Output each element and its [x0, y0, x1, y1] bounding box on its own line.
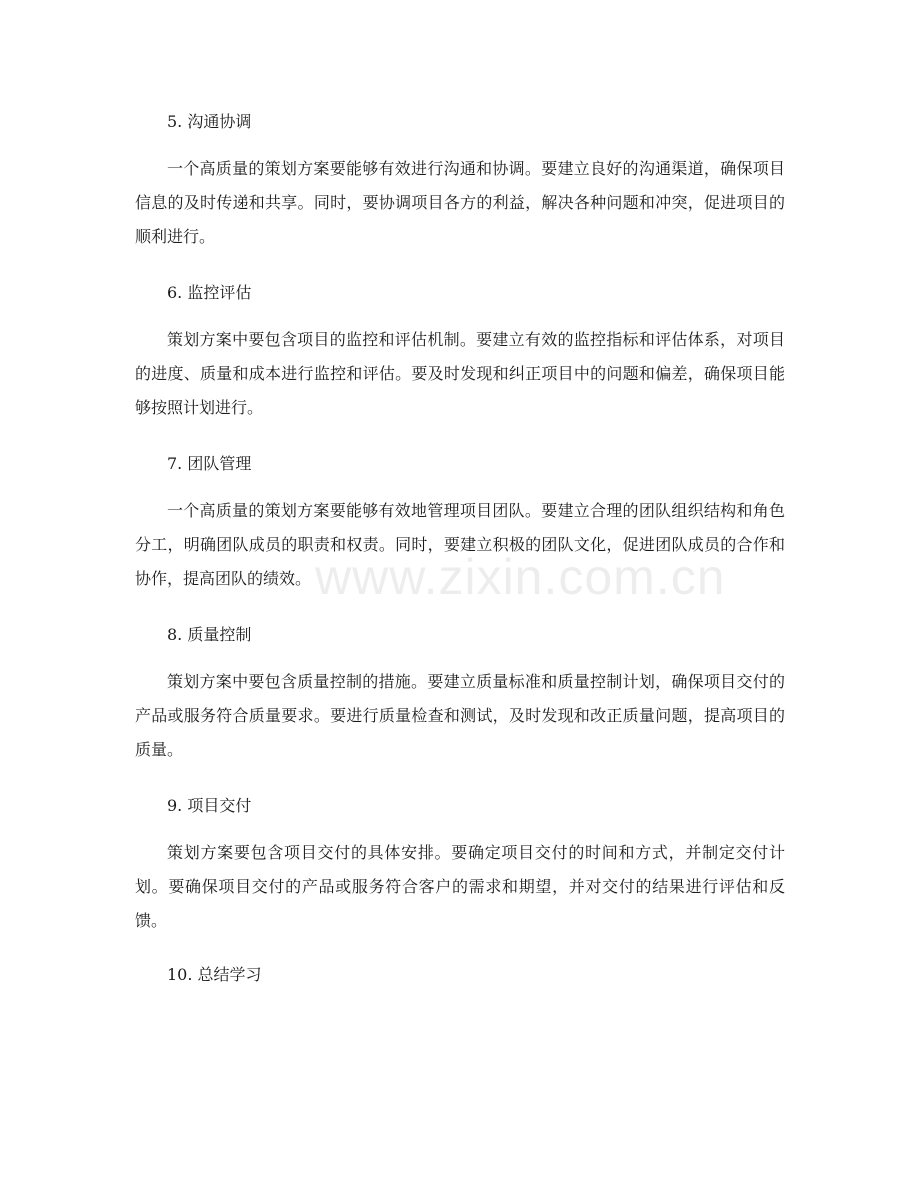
section-paragraph-8: 策划方案中要包含质量控制的措施。要建立质量标准和质量控制计划，确保项目交付的产品或服务符合质量要求。要进行质量检查和测试，及时发现和改正质量问题，提高项目的质量。	[135, 672, 785, 759]
section-heading-10: 10. 总结学习	[167, 965, 262, 984]
section-paragraph-5: 一个高质量的策划方案要能够有效进行沟通和协调。要建立良好的沟通渠道，确保项目信息的及时传递和共享。同时，要协调项目各方的利益，解决各种问题和冲突，促进项目的顺利进行。	[135, 159, 785, 246]
section-heading-5: 5. 沟通协调	[167, 112, 252, 131]
section-paragraph-9: 策划方案要包含项目交付的具体安排。要确定项目交付的时间和方式，并制定交付计划。要确保项目交付的产品或服务符合客户的需求和期望，并对交付的结果进行评估和反馈。	[135, 843, 785, 930]
section-paragraph-6: 策划方案中要包含项目的监控和评估机制。要建立有效的监控指标和评估体系，对项目的进度、质量和成本进行监控和评估。要及时发现和纠正项目中的问题和偏差，确保项目能够按照计划进行。	[135, 330, 785, 417]
section-heading-7: 7. 团队管理	[167, 454, 252, 473]
section-paragraph-7: 一个高质量的策划方案要能够有效地管理项目团队。要建立合理的团队组织结构和角色分工，明确团队成员的职责和权责。同时，要建立积极的团队文化，促进团队成员的合作和协作，提高团队的绩效。	[135, 501, 785, 588]
section-heading-9: 9. 项目交付	[167, 796, 252, 815]
watermark: www.zixin.com.cn	[315, 549, 726, 605]
section-heading-6: 6. 监控评估	[167, 283, 252, 302]
section-heading-8: 8. 质量控制	[167, 625, 252, 644]
